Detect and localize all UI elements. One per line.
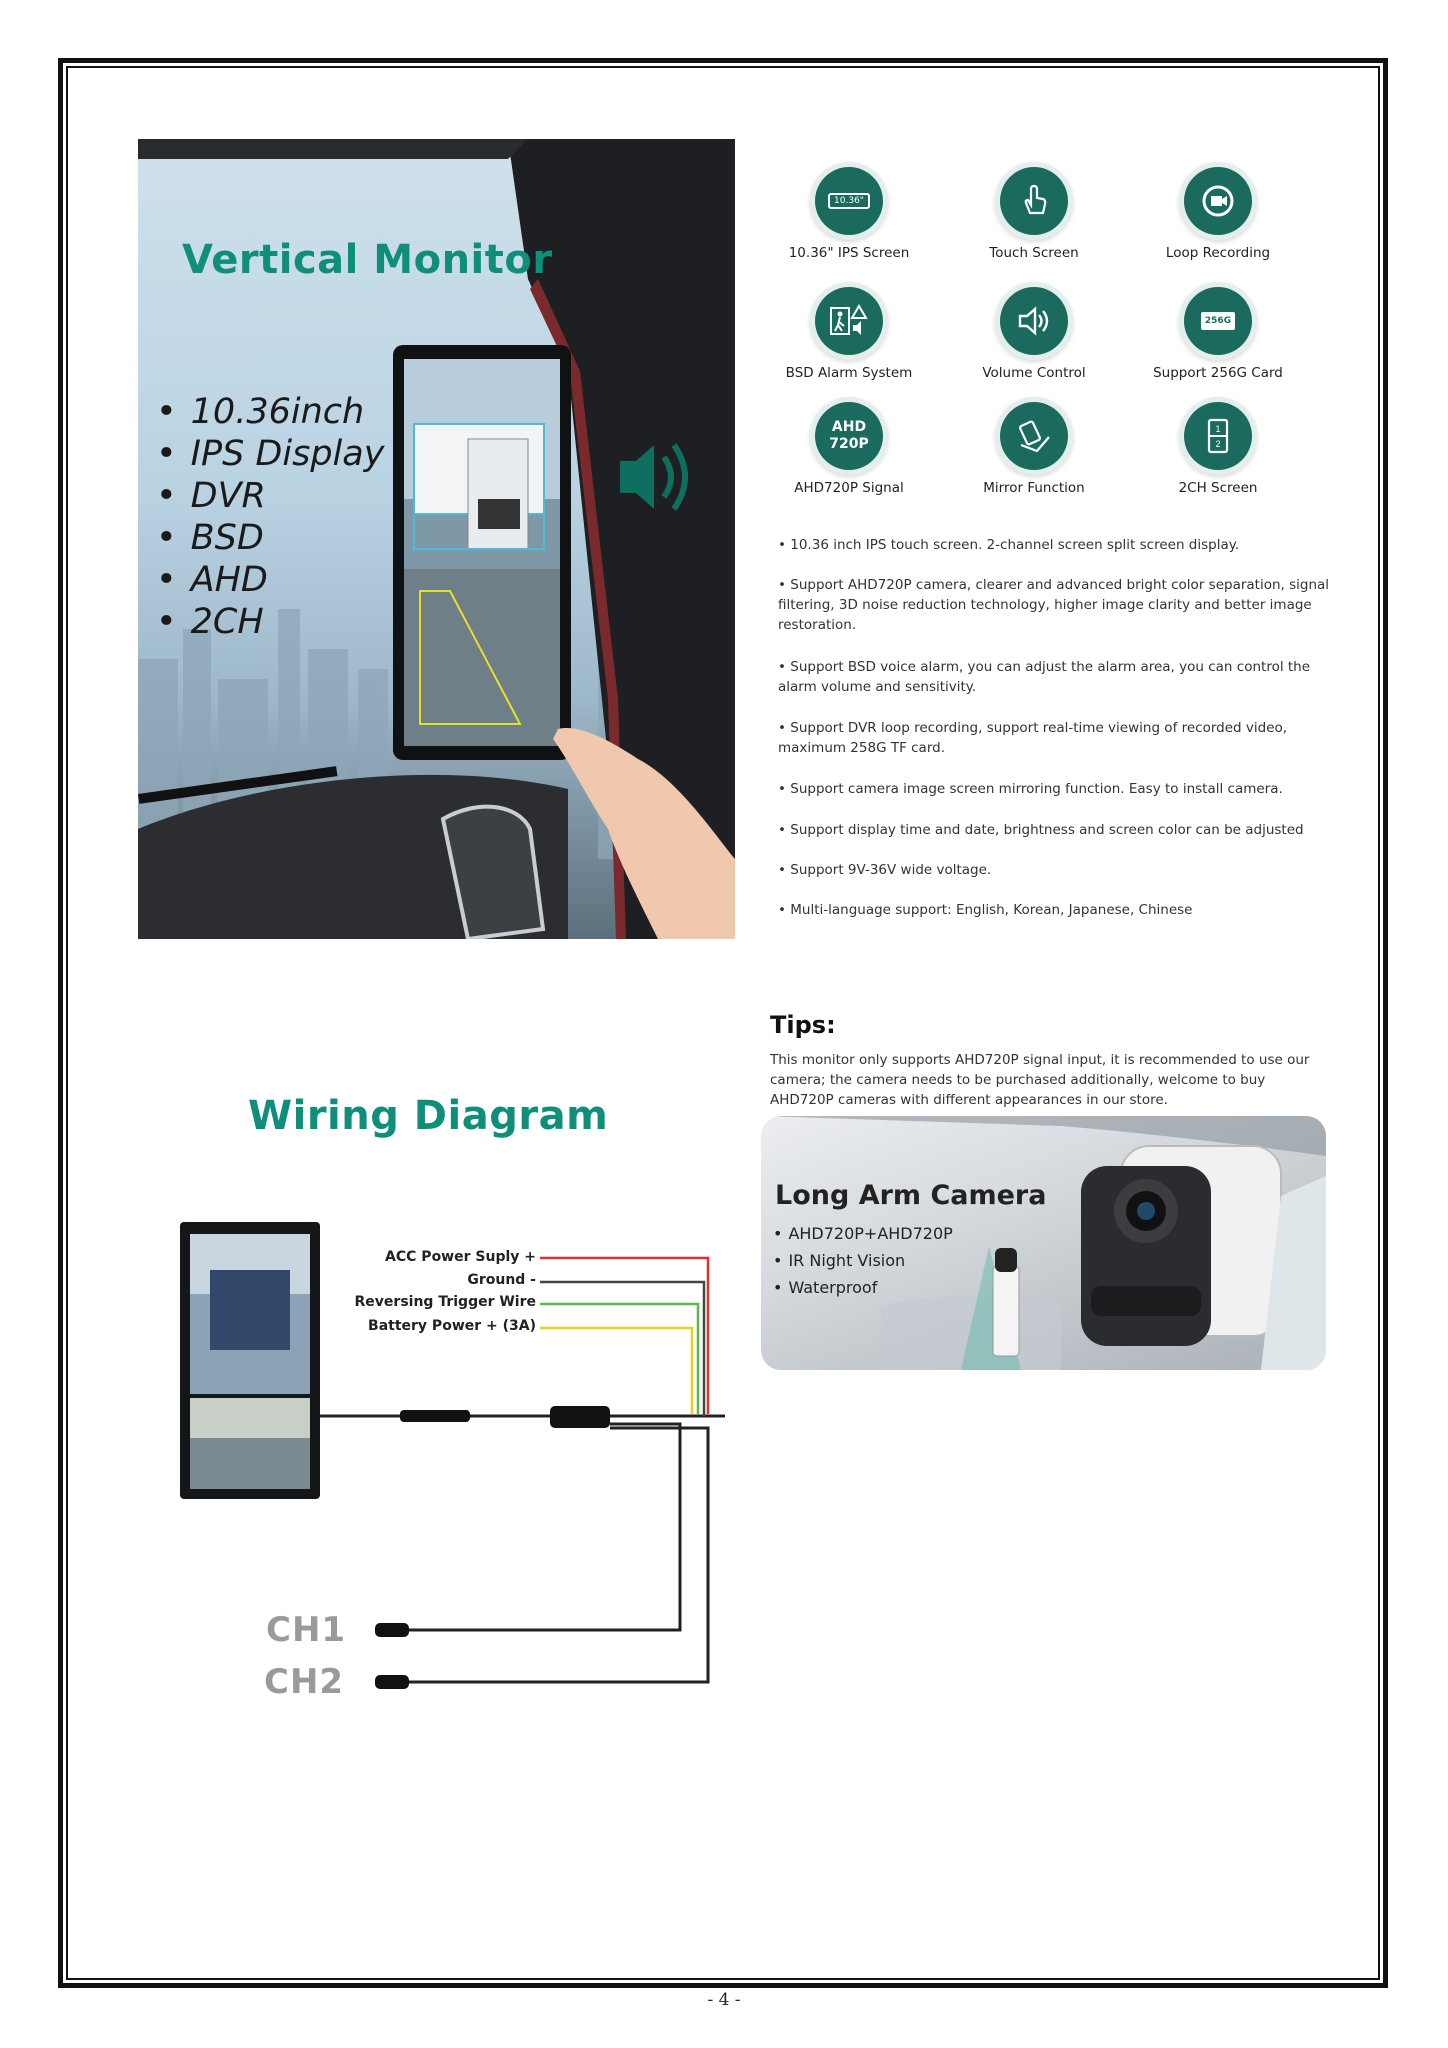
desc-item: • Support AHD720P camera, clearer and advanced bright color separation, signal filtering, 3D noise reduction technology, higher image clarity and better image restoration. bbox=[778, 577, 1330, 633]
desc-item: • Support 9V-36V wide voltage. bbox=[778, 862, 992, 878]
spec-item: • IPS Display bbox=[156, 433, 384, 475]
ahd-icon: AHD 720P bbox=[815, 402, 883, 470]
page-number: - 4 - bbox=[707, 1990, 741, 2010]
feature-label: AHD720P Signal bbox=[794, 480, 904, 496]
feature-label: 2CH Screen bbox=[1178, 480, 1258, 496]
feature-bsd-alarm bbox=[759, 287, 939, 381]
vertical-monitor-promo bbox=[138, 139, 735, 939]
bsd-alarm-icon bbox=[815, 287, 883, 355]
feature-label: Loop Recording bbox=[1165, 245, 1271, 261]
promo-spec-list bbox=[156, 391, 384, 643]
feature-label: Support 256G Card bbox=[1153, 365, 1283, 381]
ch1-cable bbox=[402, 1424, 680, 1630]
feature-ahd720p bbox=[759, 402, 939, 496]
feature-label: Volume Control bbox=[982, 365, 1086, 381]
channel-label-ch1: CH1 bbox=[266, 1610, 347, 1650]
split-screen-icon bbox=[1184, 402, 1252, 470]
wire-label-acc: ACC Power Suply + bbox=[385, 1249, 536, 1265]
ch2-cable bbox=[402, 1428, 708, 1682]
camera-title: Long Arm Camera bbox=[775, 1180, 1047, 1211]
spec-item: • DVR bbox=[156, 475, 384, 517]
promo-title: Vertical Monitor bbox=[182, 237, 553, 283]
spec-item: • 10.36inch bbox=[156, 391, 384, 433]
wire-label-battery: Battery Power + (3A) bbox=[368, 1318, 536, 1334]
ch2-connector bbox=[375, 1675, 409, 1689]
feature-label: Mirror Function bbox=[983, 480, 1085, 496]
wire-reversing-trigger bbox=[540, 1304, 698, 1414]
mirror-icon bbox=[1000, 402, 1068, 470]
camera-feature: • AHD720P+AHD720P bbox=[773, 1220, 953, 1247]
desc-item: • Multi-language support: English, Korean, Japanese, Chinese bbox=[778, 902, 1193, 918]
feature-touch-screen bbox=[944, 167, 1124, 261]
wire-ground bbox=[540, 1282, 704, 1416]
sd-card-icon: 256G bbox=[1184, 287, 1252, 355]
wire-label-ground: Ground - bbox=[467, 1272, 536, 1288]
harness-connector bbox=[550, 1406, 610, 1428]
tips-text: This monitor only supports AHD720P signal input, it is recommended to use our camera; the camera needs to be purchased additionally, welcome to buy AHD720P cameras with different appearances in our store. bbox=[770, 1052, 1310, 1108]
feature-label: BSD Alarm System bbox=[785, 365, 913, 381]
spec-item: • AHD bbox=[156, 559, 384, 601]
svg-text:2: 2 bbox=[1215, 439, 1221, 449]
desc-item: • 10.36 inch IPS touch screen. 2-channel screen split screen display. bbox=[778, 537, 1240, 553]
feature-ips-screen bbox=[759, 167, 939, 261]
camera-feature-list bbox=[773, 1220, 953, 1301]
touch-hand-icon bbox=[1000, 167, 1068, 235]
desc-item: • Support BSD voice alarm, you can adjust the alarm area, you can control the alarm volume and sensitivity. bbox=[778, 659, 1311, 695]
ips-screen-icon: 10.36" bbox=[815, 167, 883, 235]
feature-256g-card bbox=[1128, 287, 1308, 381]
wire-battery-power bbox=[540, 1328, 692, 1414]
small-camera bbox=[993, 1266, 1019, 1356]
wiring-diagram bbox=[170, 1210, 740, 1720]
ch1-connector bbox=[375, 1623, 409, 1637]
feature-volume-control bbox=[944, 287, 1124, 381]
long-arm-camera bbox=[1081, 1146, 1281, 1346]
volume-icon bbox=[1000, 287, 1068, 355]
desc-item: • Support display time and date, brightness and screen color can be adjusted bbox=[778, 822, 1304, 838]
long-arm-camera-banner bbox=[761, 1116, 1326, 1370]
camera-feature: • IR Night Vision bbox=[773, 1247, 953, 1274]
svg-text:1: 1 bbox=[1215, 424, 1221, 434]
spec-item: • BSD bbox=[156, 517, 384, 559]
channel-label-ch2: CH2 bbox=[264, 1662, 345, 1702]
desc-item: • Support DVR loop recording, support real-time viewing of recorded video, maximum 258G TF card. bbox=[778, 720, 1288, 756]
tips-heading: Tips: bbox=[770, 1011, 836, 1039]
desc-item: • Support camera image screen mirroring function. Easy to install camera. bbox=[778, 781, 1283, 797]
spec-item: • 2CH bbox=[156, 601, 384, 643]
wire-label-reversing: Reversing Trigger Wire bbox=[354, 1294, 536, 1310]
cable-connector bbox=[400, 1410, 470, 1422]
wiring-diagram-title: Wiring Diagram bbox=[248, 1093, 609, 1139]
feature-2ch-screen bbox=[1128, 402, 1308, 496]
loop-record-icon bbox=[1184, 167, 1252, 235]
feature-label: Touch Screen bbox=[989, 245, 1079, 261]
feature-loop-recording bbox=[1128, 167, 1308, 261]
camera-feature: • Waterproof bbox=[773, 1274, 953, 1301]
feature-label: 10.36" IPS Screen bbox=[788, 245, 910, 261]
feature-mirror bbox=[944, 402, 1124, 496]
